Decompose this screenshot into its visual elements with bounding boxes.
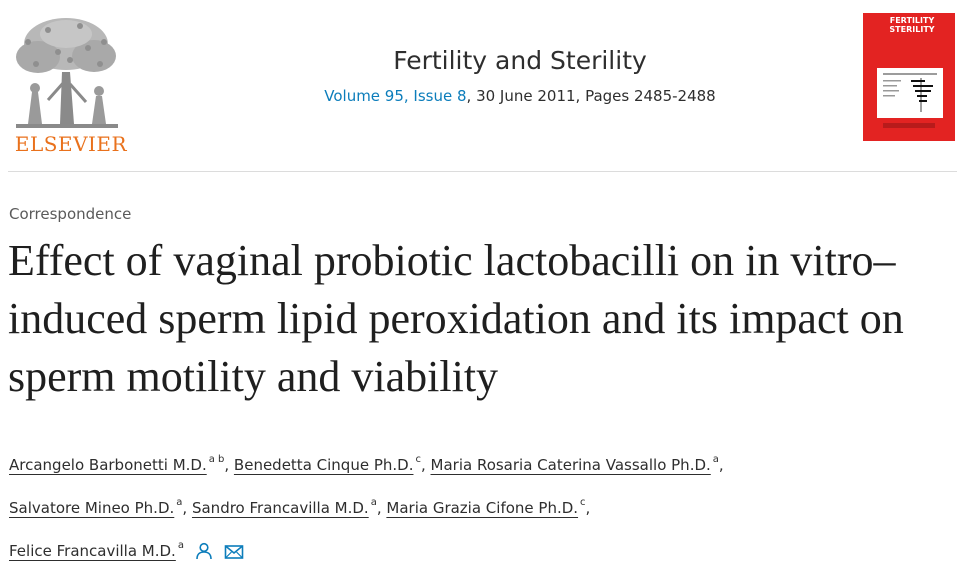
affiliation-marker[interactable]: a (176, 497, 183, 508)
journal-info (260, 46, 780, 105)
date-pages: , 30 June 2011, Pages 2485-2488 (466, 87, 716, 105)
affiliation-marker[interactable]: c (415, 454, 421, 465)
cover-title: FERTILITY STERILITY (889, 16, 935, 34)
affiliation-marker[interactable]: a (712, 454, 719, 465)
elsevier-wordmark: ELSEVIER (14, 132, 128, 156)
affiliation-marker[interactable]: a (177, 540, 184, 551)
article-header (0, 0, 957, 172)
elsevier-logo[interactable] (8, 12, 128, 156)
author-6: Maria Grazia Cifone Ph.D. $^c$, (386, 497, 591, 517)
author-4: Salvatore Mineo Ph.D. $^a$, (9, 497, 192, 517)
author-1: Arcangelo Barbonetti M.D. $^{a b}$, (9, 454, 234, 474)
volume-issue-link[interactable]: Volume 95, Issue 8 (324, 87, 467, 105)
header-divider (8, 171, 957, 172)
issue-line (260, 87, 780, 105)
affiliation-marker[interactable]: a (370, 497, 377, 508)
journal-title[interactable]: Fertility and Sterility (393, 46, 647, 75)
affiliation-marker[interactable]: c (580, 497, 586, 508)
tree-icon (8, 12, 126, 130)
author-7 (9, 542, 184, 560)
journal-cover-thumbnail[interactable] (863, 13, 955, 141)
cover-footer-bar (883, 123, 935, 129)
author-3: Maria Rosaria Caterina Vassallo Ph.D. $^a$, (430, 454, 724, 474)
author-name[interactable]: Felice Francavilla M.D. (9, 542, 176, 560)
author-2: Benedetta Cinque Ph.D. $^c$, (233, 454, 431, 474)
author-name[interactable]: Salvatore Mineo Ph.D. (9, 499, 175, 517)
person-icon[interactable] (195, 537, 213, 574)
article-title: Effect of vaginal probiotic lactobacilli on in vitro–induced sperm lipid peroxidation and its impact on sperm motility and viability (8, 236, 904, 401)
affiliation-marker[interactable]: a b (208, 454, 225, 465)
author-5: Sandro Francavilla M.D. $^a$, (191, 497, 387, 517)
author-name[interactable]: Arcangelo Barbonetti M.D. (9, 456, 207, 474)
author-name[interactable]: Benedetta Cinque Ph.D. (233, 456, 414, 474)
author-name[interactable]: Maria Grazia Cifone Ph.D. (386, 499, 579, 517)
article-type-label: Correspondence (9, 205, 132, 223)
forest-plot-icon (877, 68, 943, 118)
author-list (9, 441, 954, 574)
author-name[interactable]: Sandro Francavilla M.D. (191, 499, 369, 517)
envelope-icon[interactable] (224, 537, 244, 574)
author-name[interactable]: Maria Rosaria Caterina Vassallo Ph.D. (430, 456, 711, 474)
cover-figure (877, 68, 943, 118)
